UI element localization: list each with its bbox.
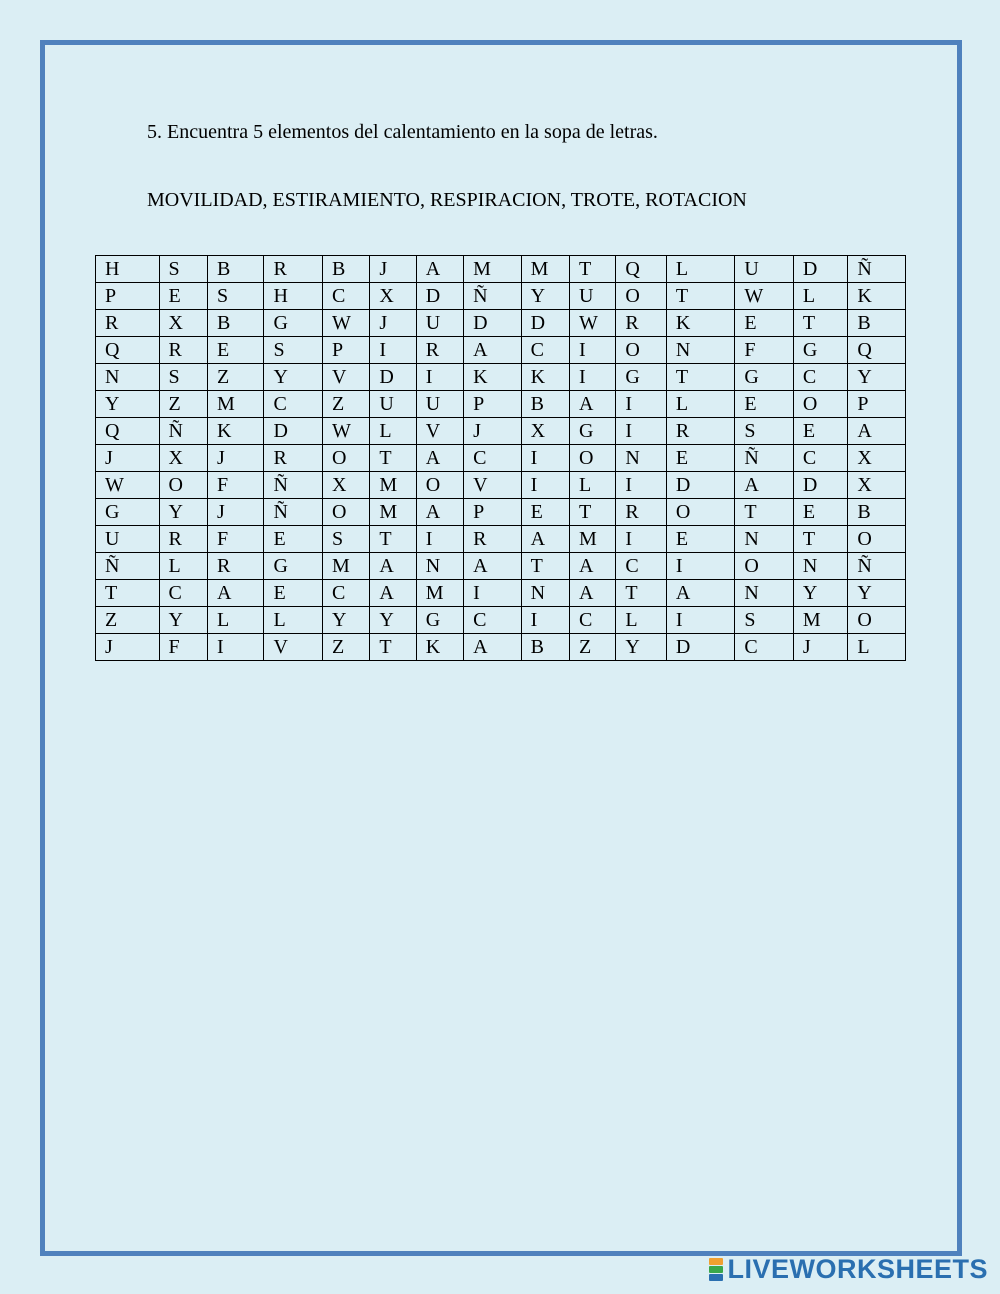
grid-cell[interactable]: V (264, 634, 323, 661)
grid-cell[interactable]: M (570, 526, 616, 553)
grid-row (96, 418, 906, 445)
grid-cell[interactable]: T (370, 445, 416, 472)
grid-cell[interactable]: Y (159, 499, 207, 526)
grid-cell[interactable]: D (264, 418, 323, 445)
grid-cell[interactable]: O (159, 472, 207, 499)
grid-cell[interactable]: O (322, 445, 369, 472)
grid-cell[interactable]: F (207, 526, 263, 553)
grid-cell[interactable]: L (616, 607, 666, 634)
grid-cell[interactable]: H (96, 256, 160, 283)
grid-cell[interactable]: N (416, 553, 463, 580)
grid-cell[interactable]: I (207, 634, 263, 661)
grid-cell[interactable]: A (521, 526, 569, 553)
grid-cell[interactable]: A (666, 580, 735, 607)
grid-cell[interactable]: X (159, 445, 207, 472)
grid-cell[interactable]: M (322, 553, 369, 580)
grid-row (96, 472, 906, 499)
grid-cell[interactable]: C (521, 337, 569, 364)
grid-cell[interactable]: A (370, 553, 416, 580)
grid-cell[interactable]: E (793, 499, 847, 526)
grid-cell[interactable]: L (793, 283, 847, 310)
grid-row (96, 634, 906, 661)
grid-cell[interactable]: S (735, 418, 794, 445)
grid-cell[interactable]: Ñ (96, 553, 160, 580)
grid-cell[interactable]: X (370, 283, 416, 310)
grid-cell[interactable]: Ñ (159, 418, 207, 445)
grid-cell[interactable]: K (521, 364, 569, 391)
grid-cell[interactable]: B (207, 310, 263, 337)
grid-cell[interactable]: K (666, 310, 735, 337)
grid-cell[interactable]: E (159, 283, 207, 310)
grid-cell[interactable]: E (735, 310, 794, 337)
grid-cell[interactable]: L (570, 472, 616, 499)
grid-cell[interactable]: B (521, 391, 569, 418)
grid-cell[interactable]: A (416, 256, 463, 283)
grid-cell[interactable]: J (464, 418, 521, 445)
grid-cell[interactable]: R (464, 526, 521, 553)
grid-cell[interactable]: Z (570, 634, 616, 661)
grid-cell[interactable]: C (735, 634, 794, 661)
grid-cell[interactable]: T (570, 499, 616, 526)
grid-cell[interactable]: O (793, 391, 847, 418)
grid-cell[interactable]: U (370, 391, 416, 418)
grid-cell[interactable]: Y (848, 364, 906, 391)
grid-cell[interactable]: M (207, 391, 263, 418)
grid-cell[interactable]: B (848, 310, 906, 337)
grid-cell[interactable]: G (264, 553, 323, 580)
grid-row (96, 580, 906, 607)
grid-cell[interactable]: U (416, 391, 463, 418)
grid-cell[interactable]: N (96, 364, 160, 391)
grid-cell[interactable]: C (793, 445, 847, 472)
grid-cell[interactable]: X (521, 418, 569, 445)
grid-cell[interactable]: Y (848, 580, 906, 607)
grid-cell[interactable]: W (96, 472, 160, 499)
grid-cell[interactable]: J (793, 634, 847, 661)
grid-cell[interactable]: A (464, 553, 521, 580)
grid-cell[interactable]: P (464, 391, 521, 418)
grid-cell[interactable]: B (848, 499, 906, 526)
grid-cell[interactable]: L (207, 607, 263, 634)
grid-cell[interactable]: N (735, 580, 794, 607)
grid-cell[interactable]: P (464, 499, 521, 526)
grid-cell[interactable]: O (570, 445, 616, 472)
grid-cell[interactable]: V (464, 472, 521, 499)
grid-cell[interactable]: B (322, 256, 369, 283)
grid-cell[interactable]: C (264, 391, 323, 418)
grid-cell[interactable]: G (96, 499, 160, 526)
grid-cell[interactable]: Z (159, 391, 207, 418)
grid-cell[interactable]: A (848, 418, 906, 445)
grid-cell[interactable]: P (322, 337, 369, 364)
grid-cell[interactable]: U (735, 256, 794, 283)
grid-row (96, 310, 906, 337)
grid-cell[interactable]: R (416, 337, 463, 364)
grid-cell[interactable]: Ñ (735, 445, 794, 472)
grid-cell[interactable]: J (370, 256, 416, 283)
grid-cell[interactable]: V (416, 418, 463, 445)
grid-cell[interactable]: O (616, 337, 666, 364)
grid-cell[interactable]: Y (521, 283, 569, 310)
grid-cell[interactable]: G (793, 337, 847, 364)
grid-cell[interactable]: Y (370, 607, 416, 634)
grid-row (96, 337, 906, 364)
word-list: MOVILIDAD, ESTIRAMIENTO, RESPIRACION, TROTE, ROTACION (147, 189, 747, 211)
grid-cell[interactable]: I (616, 418, 666, 445)
grid-cell[interactable]: K (416, 634, 463, 661)
grid-cell[interactable]: M (370, 472, 416, 499)
grid-cell[interactable]: B (521, 634, 569, 661)
grid-cell[interactable]: E (264, 580, 323, 607)
grid-cell[interactable]: O (735, 553, 794, 580)
grid-cell[interactable]: U (416, 310, 463, 337)
grid-cell[interactable]: A (370, 580, 416, 607)
grid-cell[interactable]: O (666, 499, 735, 526)
grid-cell[interactable]: F (207, 472, 263, 499)
grid-cell[interactable]: C (464, 607, 521, 634)
grid-cell[interactable]: A (735, 472, 794, 499)
grid-cell[interactable]: Y (322, 607, 369, 634)
grid-row (96, 499, 906, 526)
grid-cell[interactable]: I (666, 607, 735, 634)
grid-row (96, 553, 906, 580)
grid-cell[interactable]: O (616, 283, 666, 310)
grid-cell[interactable]: J (96, 445, 160, 472)
grid-cell[interactable]: Y (96, 391, 160, 418)
grid-cell[interactable]: Q (616, 256, 666, 283)
grid-cell[interactable]: S (159, 256, 207, 283)
grid-cell[interactable]: E (666, 526, 735, 553)
grid-cell[interactable]: Ñ (264, 472, 323, 499)
grid-cell[interactable]: I (616, 391, 666, 418)
grid-cell[interactable]: D (793, 256, 847, 283)
grid-cell[interactable]: C (464, 445, 521, 472)
grid-cell[interactable]: Q (848, 337, 906, 364)
grid-row (96, 445, 906, 472)
grid-cell[interactable]: I (416, 526, 463, 553)
grid-cell[interactable]: L (264, 607, 323, 634)
grid-cell[interactable]: B (207, 256, 263, 283)
grid-cell[interactable]: S (264, 337, 323, 364)
grid-cell[interactable]: Z (322, 634, 369, 661)
grid-cell[interactable]: Q (96, 337, 160, 364)
grid-cell[interactable]: A (464, 634, 521, 661)
grid-cell[interactable]: E (735, 391, 794, 418)
grid-cell[interactable]: J (207, 445, 263, 472)
grid-cell[interactable]: J (207, 499, 263, 526)
grid-cell[interactable]: D (666, 634, 735, 661)
grid-cell[interactable]: R (616, 310, 666, 337)
grid-cell[interactable]: O (848, 526, 906, 553)
grid-cell[interactable]: T (521, 553, 569, 580)
grid-row (96, 256, 906, 283)
grid-cell[interactable]: K (207, 418, 263, 445)
grid-cell[interactable]: R (207, 553, 263, 580)
grid-cell[interactable]: M (416, 580, 463, 607)
grid-cell[interactable]: D (464, 310, 521, 337)
grid-cell[interactable]: C (159, 580, 207, 607)
grid-cell[interactable]: T (793, 526, 847, 553)
grid-cell[interactable]: Ñ (264, 499, 323, 526)
grid-cell[interactable]: N (666, 337, 735, 364)
grid-cell[interactable]: I (521, 472, 569, 499)
grid-cell[interactable]: D (370, 364, 416, 391)
grid-cell[interactable]: E (793, 418, 847, 445)
grid-cell[interactable]: U (570, 283, 616, 310)
grid-cell[interactable]: R (159, 526, 207, 553)
grid-cell[interactable]: V (322, 364, 369, 391)
grid-cell[interactable]: M (521, 256, 569, 283)
grid-row (96, 364, 906, 391)
grid-cell[interactable]: L (666, 256, 735, 283)
grid-cell[interactable]: T (793, 310, 847, 337)
grid-cell[interactable]: T (616, 580, 666, 607)
grid-cell[interactable]: Q (96, 418, 160, 445)
grid-cell[interactable]: O (416, 472, 463, 499)
grid-cell[interactable]: C (322, 580, 369, 607)
grid-cell[interactable]: M (370, 499, 416, 526)
grid-cell[interactable]: Ñ (848, 553, 906, 580)
grid-cell[interactable]: I (616, 472, 666, 499)
grid-cell[interactable]: Z (96, 607, 160, 634)
grid-cell[interactable]: R (96, 310, 160, 337)
grid-cell[interactable]: L (370, 418, 416, 445)
grid-cell[interactable]: C (570, 607, 616, 634)
grid-row (96, 526, 906, 553)
liveworksheets-logo (709, 1254, 988, 1284)
grid-cell[interactable]: I (666, 553, 735, 580)
grid-cell[interactable]: S (159, 364, 207, 391)
grid-cell[interactable]: C (793, 364, 847, 391)
grid-cell[interactable]: A (570, 391, 616, 418)
grid-cell[interactable]: U (96, 526, 160, 553)
grid-cell[interactable]: T (666, 364, 735, 391)
grid-cell[interactable]: T (370, 526, 416, 553)
grid-cell[interactable]: I (521, 607, 569, 634)
grid-cell[interactable]: M (793, 607, 847, 634)
grid-cell[interactable]: O (848, 607, 906, 634)
grid-cell[interactable]: T (735, 499, 794, 526)
grid-cell[interactable]: K (848, 283, 906, 310)
grid-cell[interactable]: S (735, 607, 794, 634)
grid-cell[interactable]: Y (616, 634, 666, 661)
grid-cell[interactable]: W (322, 310, 369, 337)
grid-cell[interactable]: C (322, 283, 369, 310)
grid-cell[interactable]: E (521, 499, 569, 526)
grid-cell[interactable]: T (96, 580, 160, 607)
grid-cell[interactable]: I (370, 337, 416, 364)
grid-cell[interactable]: I (616, 526, 666, 553)
grid-cell[interactable]: R (666, 418, 735, 445)
grid-cell[interactable]: J (96, 634, 160, 661)
grid-cell[interactable]: I (464, 580, 521, 607)
grid-cell[interactable]: Z (207, 364, 263, 391)
grid-cell[interactable]: L (848, 634, 906, 661)
grid-cell[interactable]: Y (793, 580, 847, 607)
grid-cell[interactable]: K (464, 364, 521, 391)
grid-cell[interactable]: D (666, 472, 735, 499)
grid-cell[interactable]: O (322, 499, 369, 526)
grid-cell[interactable]: Z (322, 391, 369, 418)
grid-cell[interactable]: A (416, 445, 463, 472)
instruction-text: 5. Encuentra 5 elementos del calentamiento en la sopa de letras. (147, 121, 658, 143)
word-search-grid[interactable] (95, 255, 906, 661)
grid-cell[interactable]: E (207, 337, 263, 364)
grid-cell[interactable]: E (666, 445, 735, 472)
grid-cell[interactable]: Y (264, 364, 323, 391)
grid-cell[interactable]: W (570, 310, 616, 337)
grid-cell[interactable]: X (848, 445, 906, 472)
grid-cell[interactable]: A (570, 580, 616, 607)
grid-cell[interactable]: I (416, 364, 463, 391)
grid-cell[interactable]: S (207, 283, 263, 310)
logo-text: LIVEWORKSHEETS (727, 1254, 988, 1284)
grid-cell[interactable]: L (666, 391, 735, 418)
grid-cell[interactable]: X (322, 472, 369, 499)
grid-cell[interactable]: N (735, 526, 794, 553)
grid-cell[interactable]: R (159, 337, 207, 364)
grid-cell[interactable]: F (735, 337, 794, 364)
grid-cell[interactable]: A (464, 337, 521, 364)
grid-cell[interactable]: F (159, 634, 207, 661)
grid-cell[interactable]: N (793, 553, 847, 580)
grid-cell[interactable]: T (666, 283, 735, 310)
grid-cell[interactable]: I (521, 445, 569, 472)
grid-cell[interactable]: T (370, 634, 416, 661)
grid-row (96, 283, 906, 310)
grid-cell[interactable]: R (616, 499, 666, 526)
grid-cell[interactable]: W (322, 418, 369, 445)
grid-cell[interactable]: E (264, 526, 323, 553)
grid-cell[interactable]: D (793, 472, 847, 499)
grid-cell[interactable]: G (735, 364, 794, 391)
grid-cell[interactable]: S (322, 526, 369, 553)
logo-icon (709, 1258, 723, 1281)
grid-cell[interactable]: H (264, 283, 323, 310)
grid-cell[interactable]: L (159, 553, 207, 580)
grid-cell[interactable]: M (464, 256, 521, 283)
grid-cell[interactable]: P (848, 391, 906, 418)
grid-cell[interactable]: X (848, 472, 906, 499)
grid-cell[interactable]: N (616, 445, 666, 472)
grid-cell[interactable]: X (159, 310, 207, 337)
grid-cell[interactable]: D (416, 283, 463, 310)
grid-cell[interactable]: A (207, 580, 263, 607)
grid-cell[interactable]: A (416, 499, 463, 526)
grid-cell[interactable]: R (264, 445, 323, 472)
grid-cell[interactable]: Ñ (848, 256, 906, 283)
grid-row (96, 607, 906, 634)
grid-cell[interactable]: G (570, 418, 616, 445)
grid-cell[interactable]: D (521, 310, 569, 337)
grid-cell[interactable]: P (96, 283, 160, 310)
grid-cell[interactable]: C (616, 553, 666, 580)
grid-cell[interactable]: Ñ (464, 283, 521, 310)
grid-cell[interactable]: G (416, 607, 463, 634)
grid-cell[interactable]: W (735, 283, 794, 310)
grid-cell[interactable]: G (264, 310, 323, 337)
grid-cell[interactable]: N (521, 580, 569, 607)
grid-cell[interactable]: J (370, 310, 416, 337)
grid-row (96, 391, 906, 418)
grid-cell[interactable]: Y (159, 607, 207, 634)
grid-cell[interactable]: G (616, 364, 666, 391)
grid-cell[interactable]: R (264, 256, 323, 283)
grid-cell[interactable]: I (570, 337, 616, 364)
grid-cell[interactable]: T (570, 256, 616, 283)
grid-cell[interactable]: I (570, 364, 616, 391)
grid-cell[interactable]: A (570, 553, 616, 580)
